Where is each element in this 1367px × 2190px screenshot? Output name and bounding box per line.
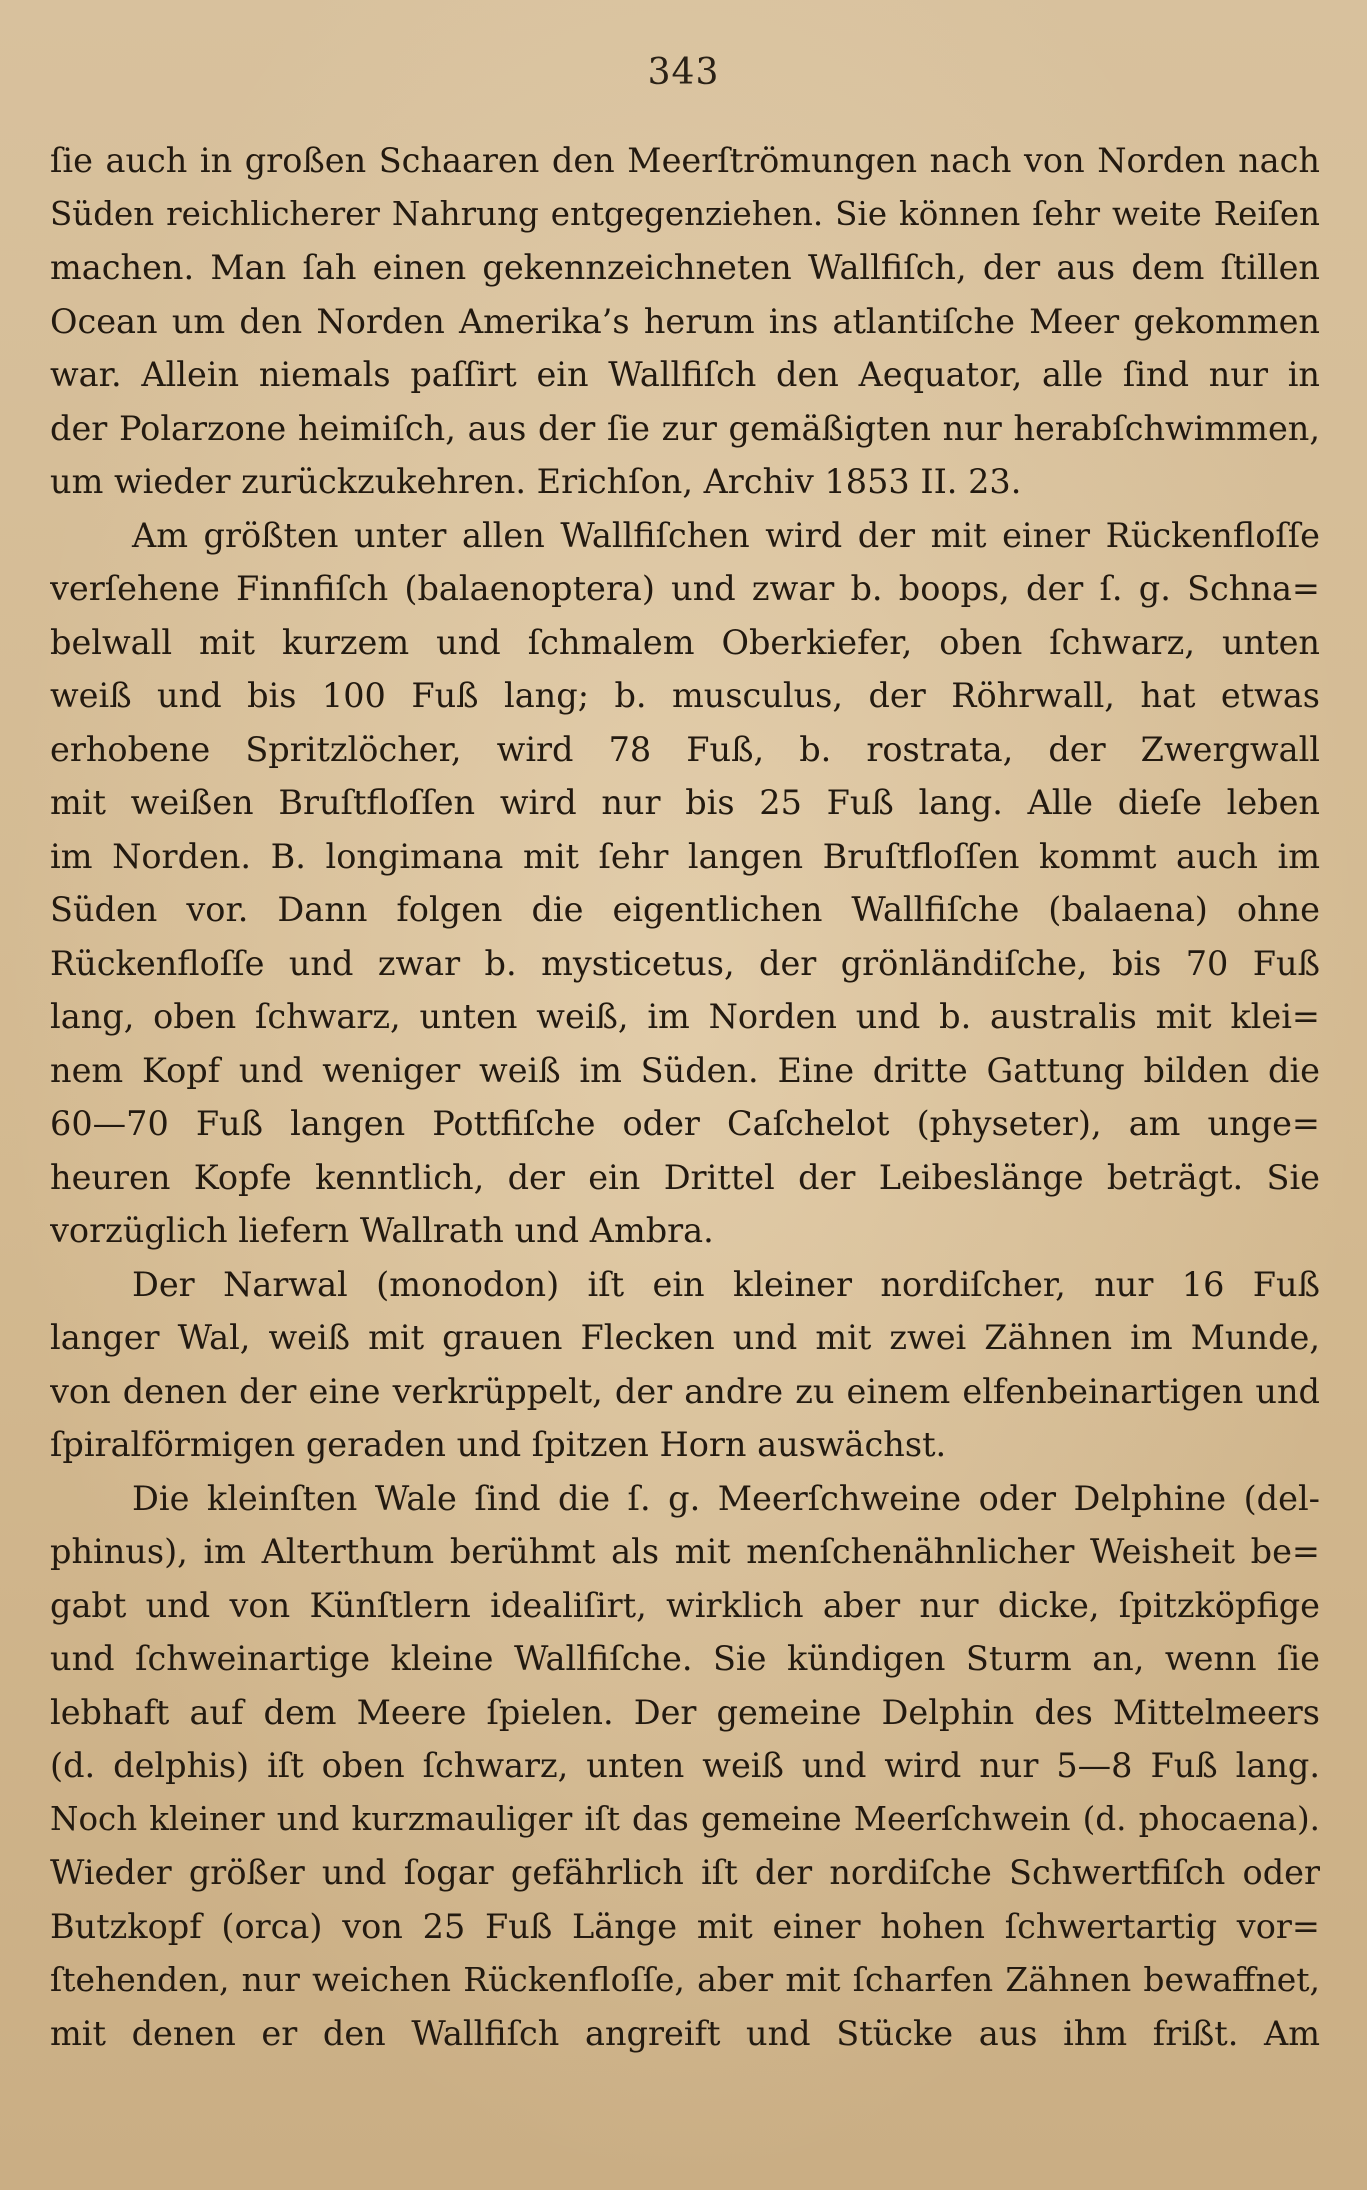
text-line: phinus), im Alterthum berühmt als mit menſchenähnlicher Weisheit be= [50,1532,1320,1571]
text-line: vorzüglich liefern Wallrath und Ambra. [50,1211,714,1250]
text-line: heuren Kopfe kenntlich, der ein Drittel der Leibeslänge beträgt. Sie [50,1157,1320,1197]
text-line: Butzkopf (orca) von 25 Fuß Länge mit einer hohen ſchwertartig vor= [50,1906,1320,1946]
text-line: belwall mit kurzem und ſchmalem Oberkiefer, oben ſchwarz, unten [50,622,1320,662]
text-line: Wieder größer und ſogar gefährlich iſt der nordiſche Schwertfiſch oder [50,1853,1320,1892]
text-line: verſehene Finnfiſch (balaenoptera) und zwar b. boops, der ſ. g. Schna= [50,569,1320,608]
page-number: 343 [647,52,720,93]
text-line: mit weißen Bruſtfloſſen wird nur bis 25 Fuß lang. Alle dieſe leben [50,783,1320,822]
text-line: gabt und von Künſtlern idealiſirt, wirklich aber nur dicke, ſpitzköpfige [50,1585,1320,1625]
body-text [50,134,1320,2060]
text-line: mit denen er den Wallfiſch angreift und Stücke aus ihm frißt. Am [50,2013,1320,2053]
text-line: nem Kopf und weniger weiß im Süden. Eine dritte Gattung bilden die [50,1050,1320,1090]
text-line: ſtehenden, nur weichen Rückenfloſſe, aber mit ſcharfen Zähnen bewaffnet, [50,1960,1320,1999]
text-line: der Polarzone heimiſch, aus der ſie zur gemäßigten nur herabſchwimmen, [50,408,1320,448]
text-line: lebhaft auf dem Meere ſpielen. Der gemeine Delphin des Mittelmeers [50,1692,1320,1732]
text-line: (d. delphis) iſt oben ſchwarz, unten weiß und wird nur 5—8 Fuß lang. [50,1746,1320,1785]
text-line: Noch kleiner und kurzmauliger iſt das gemeine Meerſchwein (d. phocaena). [50,1799,1320,1838]
text-line: Ocean um den Norden Amerika’s herum ins atlantiſche Meer gekommen [50,301,1320,341]
text-line: Süden vor. Dann folgen die eigentlichen Wallfiſche (balaena) ohne [50,890,1320,929]
text-line: erhobene Spritzlöcher, wird 78 Fuß, b. rostrata, der Zwergwall [50,729,1320,769]
text-line: Am größten unter allen Wallfiſchen wird der mit einer Rückenfloſſe [132,515,1320,555]
text-line: war. Allein niemals paſſirt ein Wallfiſch den Aequator, alle ſind nur in [50,355,1320,394]
text-line: um wieder zurückzukehren. Erichſon, Archiv 1853 II. 23. [50,462,1022,501]
text-line: langer Wal, weiß mit grauen Flecken und mit zwei Zähnen im Munde, [50,1318,1320,1357]
text-line: von denen der eine verkrüppelt, der andre zu einem elfenbeinartigen und [50,1371,1320,1411]
text-line: weiß und bis 100 Fuß lang; b. musculus, der Röhrwall, hat etwas [50,676,1320,715]
text-line: Der Narwal (monodon) iſt ein kleiner nordiſcher, nur 16 Fuß [132,1264,1320,1304]
text-line: im Norden. B. longimana mit ſehr langen Bruſtfloſſen kommt auch im [50,836,1320,876]
text-line: Rückenfloſſe und zwar b. mysticetus, der grönländiſche, bis 70 Fuß [50,943,1320,983]
text-line: machen. Man ſah einen gekennzeichneten Wallfiſch, der aus dem ſtillen [50,248,1320,287]
text-line: ſpiralförmigen geraden und ſpitzen Horn auswächst. [50,1425,947,1464]
text-line: Süden reichlicherer Nahrung entgegenziehen. Sie können ſehr weite Reiſen [50,194,1320,233]
text-line: ſie auch in großen Schaaren den Meerſtrömungen nach von Norden nach [50,141,1320,180]
text-line: Die kleinſten Wale ſind die ſ. g. Meerſchweine oder Delphine (del- [132,1478,1320,1518]
text-line: lang, oben ſchwarz, unten weiß, im Norden und b. australis mit klei= [50,997,1320,1036]
text-line: und ſchweinartige kleine Wallfiſche. Sie kündigen Sturm an, wenn ſie [50,1639,1320,1678]
text-line: 60—70 Fuß langen Pottfiſche oder Caſchelot (physeter), am unge= [50,1104,1320,1143]
